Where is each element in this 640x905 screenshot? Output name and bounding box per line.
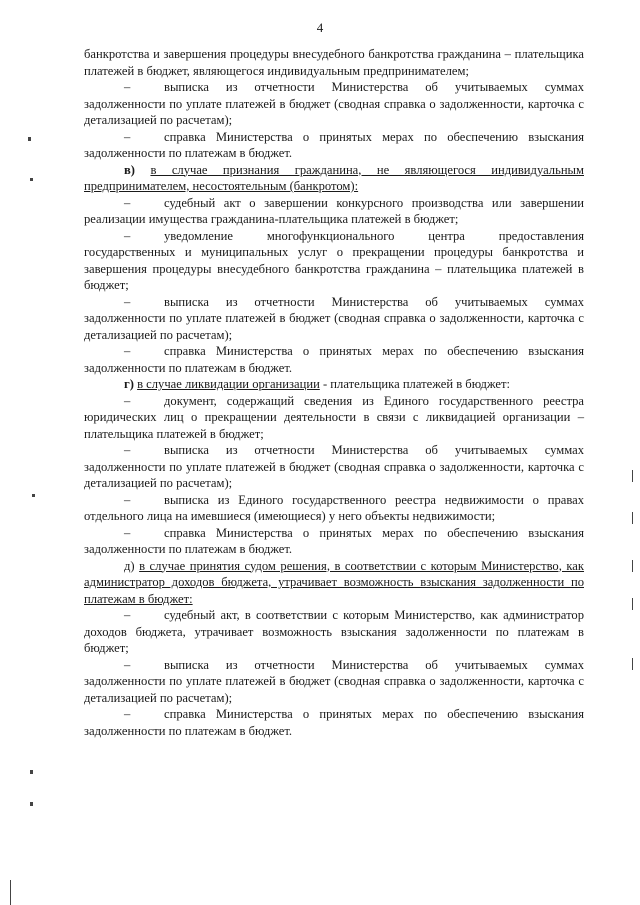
list-item (84, 525, 584, 558)
scan-line (632, 512, 633, 524)
scan-line (10, 880, 11, 905)
list-item-text: справка Министерства о принятых мерах по обеспечению взыскания задолженности по платежам в бюджет. (84, 344, 584, 375)
list-item-text: уведомление многофункционального центра предоставления государственных и муниципальных услуг о прекращении процедуры банкротства и завершения процедуры внесудебного банкротства гражданина – плательщика платежей в бюджет; (84, 228, 584, 292)
list-item-text: документ, содержащий сведения из Единого государственного реестра юридических лиц о прекращении деятельности в связи с ликвидацией организации – плательщика платежей в бюджет; (84, 393, 584, 441)
list-item-text: справка Министерства о принятых мерах по обеспечению взыскания задолженности по платежам в бюджет. (84, 525, 584, 556)
dash-marker: – (124, 608, 131, 622)
list-item-text: выписка из отчетности Министерства об учитываемых суммах задолженности по уплате платежей в бюджет (сводная справка о задолженности, карточка с детализацией по расчетам); (84, 294, 584, 342)
scan-dot (30, 770, 33, 774)
list-item (84, 607, 584, 657)
scan-line (632, 658, 633, 670)
dash-marker: – (124, 80, 131, 94)
scan-dot (32, 494, 35, 497)
list-item-text: выписка из отчетности Министерства об учитываемых суммах задолженности по уплате платежей в бюджет (сводная справка о задолженности, карточка с детализацией по расчетам); (84, 443, 584, 490)
dash-marker: – (124, 294, 131, 309)
list-item-text: выписка из отчетности Министерства об учитываемых суммах задолженности по уплате платежей в бюджет (сводная справка о задолженности, карточка с детализацией по расчетам); (84, 657, 584, 705)
list-item-text: справка Министерства о принятых мерах по обеспечению взыскания задолженности по платежам в бюджет. (84, 707, 584, 738)
dash-marker: – (124, 195, 131, 210)
list-item (84, 79, 584, 129)
dash-marker: – (124, 707, 131, 721)
list-item (84, 492, 584, 525)
section-heading-text: в случае признания гражданина, не являющегося индивидуальным предпринимателем, несостоятельным (банкротом): (84, 162, 584, 193)
scan-dot (30, 802, 33, 806)
list-item (84, 195, 584, 228)
document-body (84, 46, 584, 739)
dash-marker: – (124, 393, 131, 408)
dash-marker: – (124, 492, 131, 507)
list-item (84, 129, 584, 162)
list-item-text: выписка из отчетности Министерства об учитываемых суммах задолженности по уплате платежей в бюджет (сводная справка о задолженности, карточка с детализацией по расчетам); (84, 80, 584, 127)
list-item-text: выписка из Единого государственного реестра недвижимости о правах отдельного лица на имевшиеся (имеющиеся) у него объекты недвижимости; (84, 492, 584, 523)
paragraph: банкротства и завершения процедуры внесудебного банкротства гражданина – плательщика платежей в бюджет, являющегося индивидуальным предпринимателем; (84, 47, 584, 78)
section-heading (84, 558, 584, 608)
list-item (84, 657, 584, 707)
scan-line (632, 598, 633, 610)
page-number: 4 (316, 20, 324, 35)
section-letter: в) (124, 162, 135, 177)
list-item (84, 343, 584, 376)
section-letter: г) (124, 377, 134, 391)
dash-marker: – (124, 525, 131, 540)
list-item (84, 393, 584, 443)
dash-marker: – (124, 129, 131, 144)
list-item (84, 442, 584, 492)
section-heading-text: в случае принятия судом решения, в соответствии с которым Министерство, как администратор доходов бюджета, утрачивает возможность взыскания задолженности по платежам в бюджет: (84, 558, 585, 606)
dash-marker: – (124, 657, 131, 672)
section-heading (84, 162, 584, 195)
dash-marker: – (124, 228, 131, 243)
scan-dot (28, 137, 31, 141)
list-item (84, 228, 584, 294)
section-heading-text: в случае ликвидации организации (137, 377, 320, 391)
scan-dot (30, 178, 33, 181)
dash-marker: – (124, 443, 131, 457)
list-item (84, 706, 584, 739)
list-item (84, 294, 584, 344)
dash-marker: – (124, 344, 131, 358)
list-item-text: судебный акт о завершении конкурсного производства или завершении реализации имущества гражданина-плательщика платежей в бюджет; (84, 195, 584, 226)
scan-line (632, 560, 633, 572)
scan-line (632, 470, 633, 482)
section-heading (84, 376, 584, 393)
list-item-text: судебный акт, в соответствии с которым Министерство, как администратор доходов бюджета, утрачивает возможность взыскания задолженности по платежам в бюджет; (84, 608, 584, 655)
section-heading-rest: - плательщика платежей в бюджет: (319, 377, 511, 391)
list-item-text: справка Министерства о принятых мерах по обеспечению взыскания задолженности по платежам в бюджет. (84, 129, 584, 160)
section-letter: д) (124, 558, 135, 573)
